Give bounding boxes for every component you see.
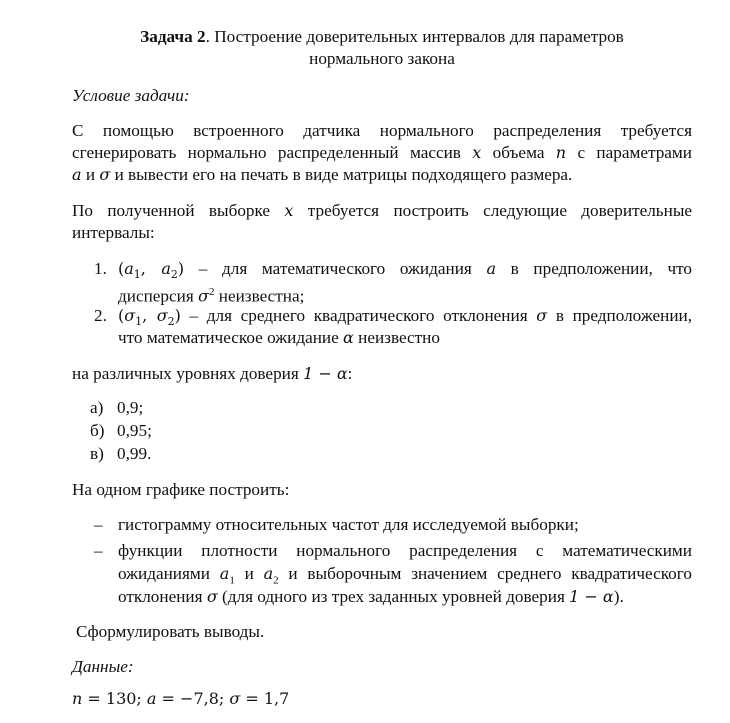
bullet-2-line-1: функции плотности нормального распределения с математическими xyxy=(118,541,692,560)
level-marker-c: в) xyxy=(90,444,104,463)
task-title-bold: Задача 2 xyxy=(140,27,206,46)
bullet-dash-1: – xyxy=(94,515,103,534)
level-marker-a: а) xyxy=(90,398,104,417)
data-heading: Данные: xyxy=(72,657,134,676)
bullet-dash-2: – xyxy=(94,541,103,560)
bullet-2-line-3: отклонения σ (для одного из трех заданных уровней доверия 1 − α). xyxy=(118,587,624,606)
task-title-line-2: нормального закона xyxy=(309,49,455,68)
list-item-2-line-1: ($\sigma_1$, $\sigma_2$) – для среднего квадратического отклонения σ в предположении, xyxy=(118,306,693,329)
list-item-2-line-2: что математическое ожидание α неизвестно xyxy=(118,328,440,347)
p2-line-2: интервалы: xyxy=(72,223,155,242)
p1-line-2: сгенерировать нормально распределенный массив x объема n с параметрами xyxy=(72,143,692,162)
level-value-a: 0,9; xyxy=(117,398,144,417)
conclusion-line: Сформулировать выводы. xyxy=(76,622,265,641)
condition-heading: Условие задачи: xyxy=(72,86,190,105)
level-value-b: 0,95; xyxy=(117,421,152,440)
list-marker-2: 2. xyxy=(94,306,107,325)
p2-line-1: По полученной выборке x требуется построить следующие доверительные xyxy=(72,201,693,220)
bullet-2-line-2: ожиданиями $a_1$ и $a_2$ и выборочным значением среднего квадратического xyxy=(118,564,692,587)
plot-heading: На одном графике построить: xyxy=(72,480,290,499)
p1-line-1: С помощью встроенного датчика нормального распределения требуется xyxy=(72,121,692,140)
task-title-line-1 xyxy=(72,26,692,48)
level-marker-b: б) xyxy=(90,421,105,440)
p1-line-3: a и σ и вывести его на печать в виде матрицы подходящего размера. xyxy=(72,165,573,184)
task-title-text: . Построение доверительных интервалов для параметров xyxy=(205,27,624,46)
list-marker-1: 1. xyxy=(94,259,107,278)
confidence-levels-line: на различных уровнях доверия 1 − α: xyxy=(72,364,353,383)
list-item-1-line-1: ($a_1$, $a_2$) – для математического ожидания a в предположении, что xyxy=(118,259,693,282)
list-item-1-line-2: дисперсия $\sigma^2$ неизвестна; xyxy=(118,286,305,306)
bullet-1: гистограмму относительных частот для исследуемой выборки; xyxy=(118,515,579,534)
level-value-c: 0,99. xyxy=(117,444,152,463)
data-values-line: n = 130; a = −7,8; σ = 1,7 xyxy=(72,689,290,708)
